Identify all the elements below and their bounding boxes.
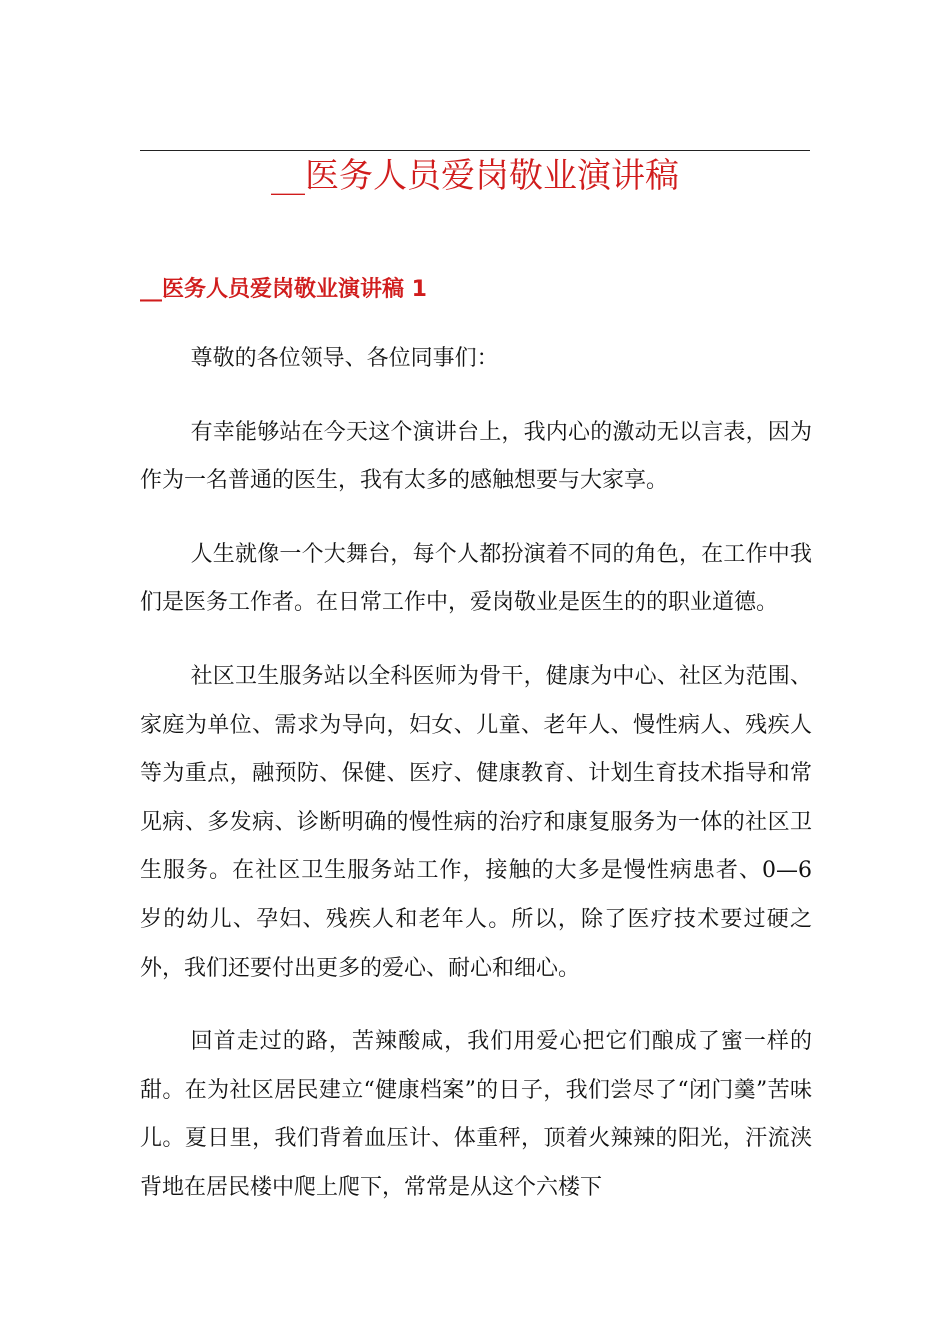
paragraph: 社区卫生服务站以全科医师为骨干，健康为中心、社区为范围、家庭为单位、需求为导向，妇女、儿童、老年人、慢性病人、残疾人等为重点，融预防、保健、医疗、健康教育、计划生育技术指导和常见病、多发病、诊断明确的慢性病的治疗和康复服务为一体的社区卫生服务。在社区卫生服务站工作，接触的大多是慢性病患者、0—6 岁的幼儿、孕妇、残疾人和老年人。所以，除了医疗技术要过硬之外，我们还要付出更多的爱心、耐心和细心。 <box>140 663 812 981</box>
document-body <box>140 335 812 1238</box>
paragraph: 回首走过的路，苦辣酸咸，我们用爱心把它们酿成了蜜一样的甜。在为社区居民建立“健康档案”的日子，我们尝尽了“闭门羹”苦味儿。夏日里，我们背着血压计、体重秤，顶着火辣辣的阳光，汗流浃背地在居民楼中爬上爬下，常常是从这个六楼下 <box>140 1029 812 1200</box>
section-heading: __医务人员爱岗敬业演讲稿 1 <box>140 277 427 302</box>
paragraph: 有幸能够站在今天这个演讲台上，我内心的激动无以言表，因为作为一名普通的医生，我有太多的感触想要与大家享。 <box>140 419 812 494</box>
paragraph: 人生就像一个大舞台，每个人都扮演着不同的角色，在工作中我们是医务工作者。在日常工作中，爱岗敬业是医生的的职业道德。 <box>140 541 812 616</box>
paragraph-salutation: 尊敬的各位领导、各位同事们： <box>190 346 499 371</box>
document-title: __医务人员爱岗敬业演讲稿 <box>271 156 679 196</box>
